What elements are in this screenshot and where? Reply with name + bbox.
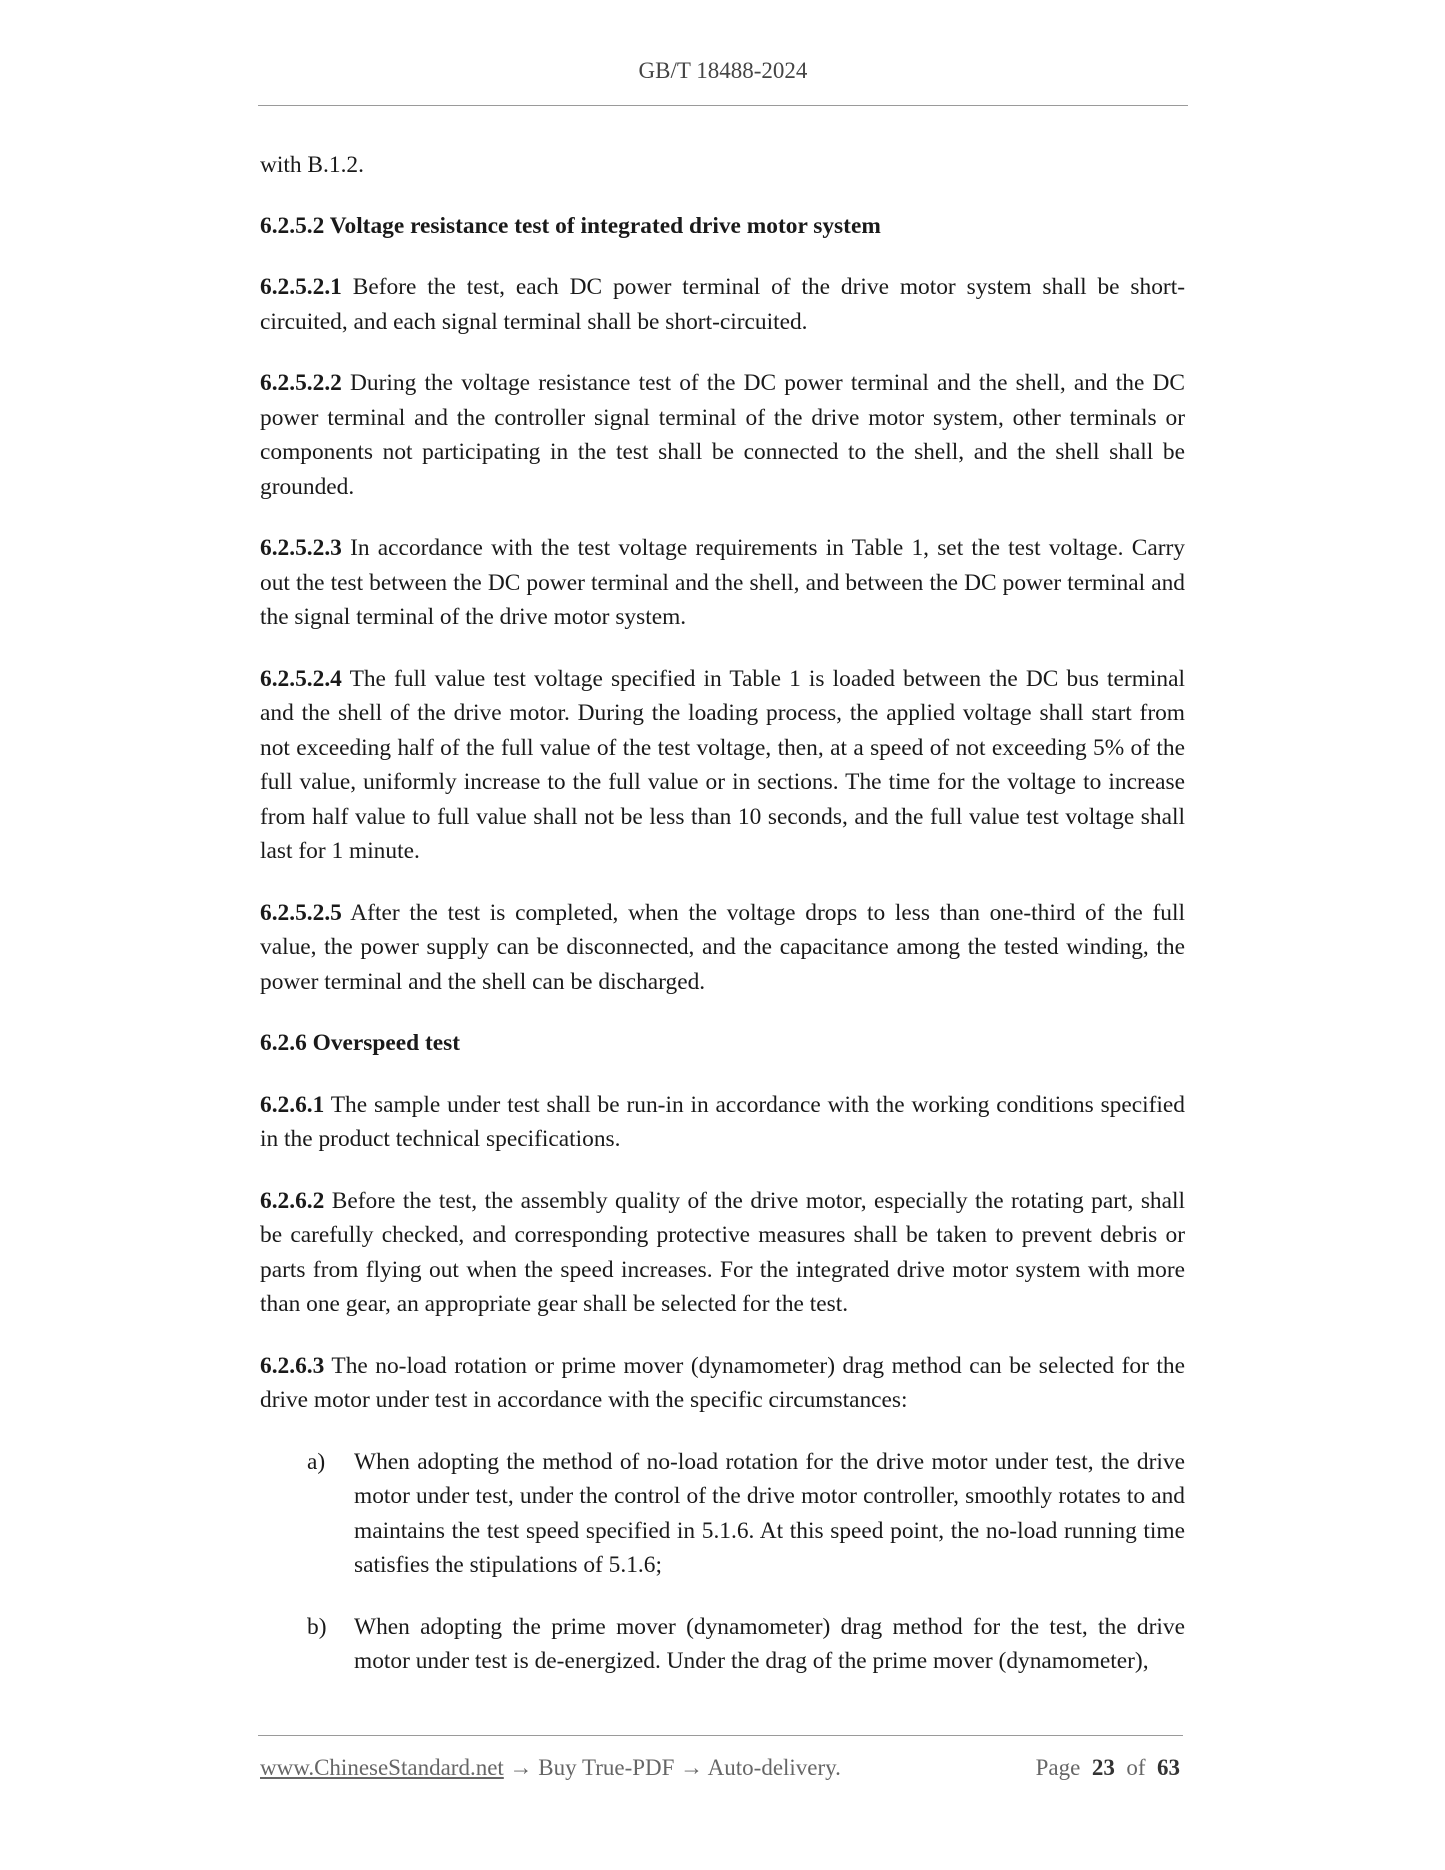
- clause-number: 6.2.5.2.4: [260, 665, 342, 692]
- list-item: [260, 1610, 1185, 1679]
- clause-number: 6.2.6.2: [260, 1187, 325, 1214]
- clause-number: 6.2.5.2.1: [260, 274, 342, 300]
- clause-6-2-5-2-1: [260, 270, 1185, 339]
- list-marker: b): [307, 1613, 327, 1640]
- clause-6-2-5-2-5: [260, 896, 1185, 1000]
- footer-promo-text: → Buy True-PDF → Auto-delivery.: [503, 1755, 841, 1780]
- clause-number: 6.2.6.1: [260, 1091, 325, 1118]
- website-link[interactable]: www.ChineseStandard.net: [260, 1755, 504, 1780]
- clause-6-2-6-2: [260, 1184, 1185, 1322]
- page-footer: [260, 1755, 1180, 1781]
- page-number: 23: [1091, 1755, 1115, 1780]
- footer-promo: [260, 1755, 841, 1781]
- clause-text: During the voltage resistance test of the DC power terminal and the shell, and the DC power terminal and the controller signal terminal of the drive motor system, other terminals or components not participating in the test shall be connected to the shell, and the shell shall be grounded.: [260, 370, 1185, 500]
- clause-text: In accordance with the test voltage requirements in Table 1, set the test voltage. Carry out the test between the DC power terminal and the shell, and between the DC power terminal and the signal terminal of the drive motor system.: [260, 535, 1185, 630]
- document-body: [260, 148, 1185, 1706]
- footer-divider: [258, 1735, 1183, 1736]
- clause-6-2-6-3: [260, 1349, 1185, 1418]
- clause-text: The sample under test shall be run-in in accordance with the working conditions specified in the product technical specifications.: [260, 1091, 1185, 1152]
- clause-text: Before the test, each DC power terminal of the drive motor system shall be short-circuited, and each signal terminal shall be short-circuited.: [260, 274, 1185, 335]
- clause-number: 6.2.5.2.5: [260, 899, 342, 926]
- clause-text: Before the test, the assembly quality of the drive motor, especially the rotating part, shall be carefully checked, and corresponding protective measures shall be taken to prevent debris or parts from flying out when the speed increases. For the integrated drive motor system with more than one gear, an appropriate gear shall be selected for the test.: [260, 1187, 1185, 1317]
- intro-text: with B.1.2.: [260, 152, 364, 178]
- clause-number: 6.2.5.2.3: [260, 535, 342, 561]
- section-heading-6-2-6: 6.2.6 Overspeed test: [260, 1030, 461, 1056]
- header-divider: [258, 105, 1188, 106]
- list-item-text: When adopting the method of no-load rotation for the drive motor under test, the drive motor under test, under the control of the drive motor controller, smoothly rotates to and maintains the test speed specified in 5.1.6. At this speed point, the no-load running time satisfies the stipulations of 5.1.6;: [354, 1448, 1185, 1578]
- clause-6-2-5-2-4: [260, 662, 1185, 869]
- document-code: GB/T 18488-2024: [638, 58, 808, 83]
- page-header: [258, 58, 1188, 84]
- page-label: Page: [1035, 1755, 1081, 1780]
- clause-number: 6.2.5.2.2: [260, 370, 342, 396]
- clause-text: The no-load rotation or prime mover (dynamometer) drag method can be selected for the drive motor under test in accordance with the specific circumstances:: [260, 1352, 1185, 1413]
- clause-6-2-5-2-2: [260, 366, 1185, 504]
- section-heading-6-2-5-2: 6.2.5.2 Voltage resistance test of integrated drive motor system: [260, 212, 881, 239]
- clause-text: The full value test voltage specified in Table 1 is loaded between the DC bus terminal and the shell of the drive motor. During the loading process, the applied voltage shall start from not exceeding half of the full value of the test voltage, then, at a speed of not exceeding 5% of the full value, uniformly increase to the full value or in sections. The time for the voltage to increase from half value to full value shall not be less than 10 seconds, and the full value test voltage shall last for 1 minute.: [260, 665, 1185, 864]
- clause-6-2-6-1: [260, 1088, 1185, 1157]
- clause-6-2-5-2-3: [260, 531, 1185, 635]
- page-total: 63: [1157, 1755, 1180, 1780]
- list-item: [260, 1445, 1185, 1583]
- list-marker: a): [307, 1448, 326, 1475]
- clause-number: 6.2.6.3: [260, 1352, 325, 1379]
- clause-text: After the test is completed, when the voltage drops to less than one-third of the full value, the power supply can be disconnected, and the capacitance among the tested winding, the power terminal and the shell can be discharged.: [260, 899, 1185, 995]
- page-indicator: [1036, 1755, 1180, 1781]
- list-item-text: When adopting the prime mover (dynamometer) drag method for the test, the drive motor under test is de-energized. Under the drag of the prime mover (dynamometer),: [354, 1613, 1185, 1674]
- of-label: of: [1126, 1755, 1146, 1780]
